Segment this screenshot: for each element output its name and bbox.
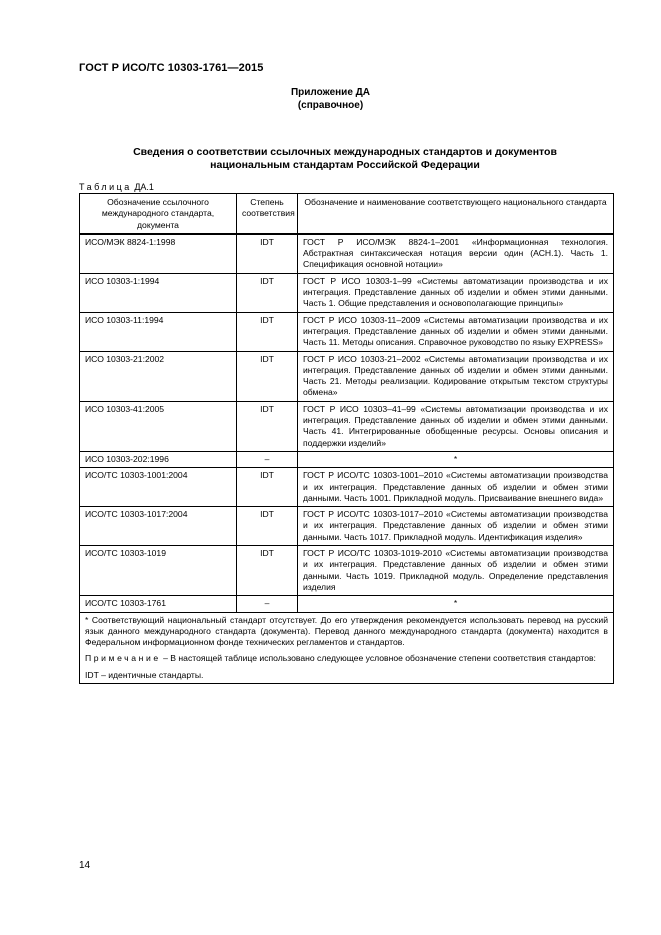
annex-title: Приложение ДА: [290, 87, 371, 98]
note-label: Примечание: [85, 653, 161, 664]
reference-cell: ИСО 10303-41:2005: [80, 401, 237, 451]
reference-cell: ИСО/ТС 10303-1017:2004: [80, 507, 237, 546]
page-number: 14: [79, 860, 91, 871]
national-standard-cell: ГОСТ Р ИСО/ТС 10303-1017–2010 «Системы автоматизации производства и их интеграция. Представление данных об изделии и обмен этими данными. Часть 1017. Прикладной модуль. Идентификация изделия»: [298, 507, 614, 546]
table-label-number: ДА.1: [134, 182, 154, 192]
national-standard-cell: ГОСТ Р ИСО 10303-11–2009 «Системы автоматизации производства и их интеграция. Представление данных об изделии и обмен этими данными. Часть 11. Методы описания. Справочное руководство по языку EXPRESS»: [298, 312, 614, 351]
table-label-word: Таблица: [79, 182, 132, 192]
national-standard-cell: ГОСТ Р ИСО 10303-21–2002 «Системы автоматизации производства и их интеграция. Представление данных об изделии и обмен этими данными. Часть 21. Методы реализации. Кодирование открытым текстом структуры обмена»: [298, 351, 614, 401]
national-standard-cell: *: [298, 451, 614, 467]
column-header-degree: Степень соответствия: [237, 194, 298, 234]
table-row: [80, 468, 614, 507]
standard-header: ГОСТ Р ИСО/ТС 10303-1761—2015: [79, 62, 264, 74]
degree-cell: IDT: [237, 507, 298, 546]
footnote: * Соответствующий национальный стандарт отсутствует. До его утверждения рекомендуется использовать перевод на русский язык данного международного стандарта (документа). Перевод данного международного стандарта (документа) находится в Федеральном информационном фонде технических регламентов и стандартов.: [85, 614, 608, 648]
table-row: [80, 451, 614, 467]
national-standard-cell: ГОСТ Р ИСО 10303-1–99 «Системы автоматизации производства и их интеграция. Представление данных об изделии и обмен этими данными. Часть 1. Общие представления и основополагающие принципы»: [298, 273, 614, 312]
reference-cell: ИСО/ТС 10303-1001:2004: [80, 468, 237, 507]
national-standard-cell: ГОСТ Р ИСО 10303–41–99 «Системы автоматизации производства и их интеграция. Представление данных об изделии и обмен этими данными. Часть 41. Интегрированные обобщенные ресурсы. Основы описания и поддержки изделий»: [298, 401, 614, 451]
degree-cell: IDT: [237, 401, 298, 451]
table-row: [80, 507, 614, 546]
table-row: [80, 546, 614, 596]
table-row: [80, 351, 614, 401]
reference-cell: ИСО 10303-202:1996: [80, 451, 237, 467]
note: [85, 653, 608, 664]
degree-cell: IDT: [237, 273, 298, 312]
note-text: – В настоящей таблице использовано следующее условное обозначение степени соответствия стандартов:: [163, 653, 596, 664]
reference-cell: ИСО 10303-1:1994: [80, 273, 237, 312]
degree-cell: IDT: [237, 546, 298, 596]
reference-cell: ИСО/ТС 10303-1019: [80, 546, 237, 596]
column-header-national: Обозначение и наименование соответствующего национального стандарта: [298, 194, 614, 234]
correspondence-table: [79, 193, 614, 684]
title-line-1: Сведения о соответствии ссылочных международных стандартов и документов: [133, 146, 557, 158]
national-standard-cell: ГОСТ Р ИСО/ТС 10303-1019-2010 «Системы автоматизации производства и их интеграция. Представление данных об изделии и обмен этими данными. Часть 1019. Прикладной модуль. Определение представления изделия: [298, 546, 614, 596]
degree-cell: IDT: [237, 468, 298, 507]
table-row: [80, 312, 614, 351]
degree-cell: IDT: [237, 312, 298, 351]
reference-cell: ИСО/ТС 10303-1761: [80, 596, 237, 612]
document-title: [100, 146, 590, 172]
table-row: [80, 234, 614, 273]
title-line-2: национальным стандартам Российской Федерации: [210, 159, 480, 171]
reference-cell: ИСО 10303-11:1994: [80, 312, 237, 351]
column-header-reference: Обозначение ссылочного международного стандарта, документа: [80, 194, 237, 234]
degree-cell: –: [237, 596, 298, 612]
degree-cell: IDT: [237, 234, 298, 273]
table-footer-row: [80, 612, 614, 683]
legend: IDT – идентичные стандарты.: [85, 669, 204, 680]
reference-cell: ИСО 10303-21:2002: [80, 351, 237, 401]
table-label: [79, 182, 154, 192]
table-header-row: [80, 194, 614, 234]
table-row: [80, 596, 614, 612]
annex-heading: [0, 86, 661, 112]
annex-subtitle: (справочное): [297, 100, 364, 111]
national-standard-cell: ГОСТ Р ИСО/ТС 10303-1001–2010 «Системы автоматизации производства и их интеграция. Представление данных об изделии и обмен этими данными. Часть 1001. Прикладной модуль. Присваивание внешнего вида»: [298, 468, 614, 507]
table-footer: [80, 612, 614, 683]
national-standard-cell: ГОСТ Р ИСО/МЭК 8824-1–2001 «Информационная технология. Абстрактная синтаксическая нотация версии один (АСН.1). Часть 1. Спецификация основной нотации»: [298, 234, 614, 273]
reference-cell: ИСО/МЭК 8824-1:1998: [80, 234, 237, 273]
degree-cell: –: [237, 451, 298, 467]
degree-cell: IDT: [237, 351, 298, 401]
national-standard-cell: *: [298, 596, 614, 612]
table-row: [80, 401, 614, 451]
table-row: [80, 273, 614, 312]
